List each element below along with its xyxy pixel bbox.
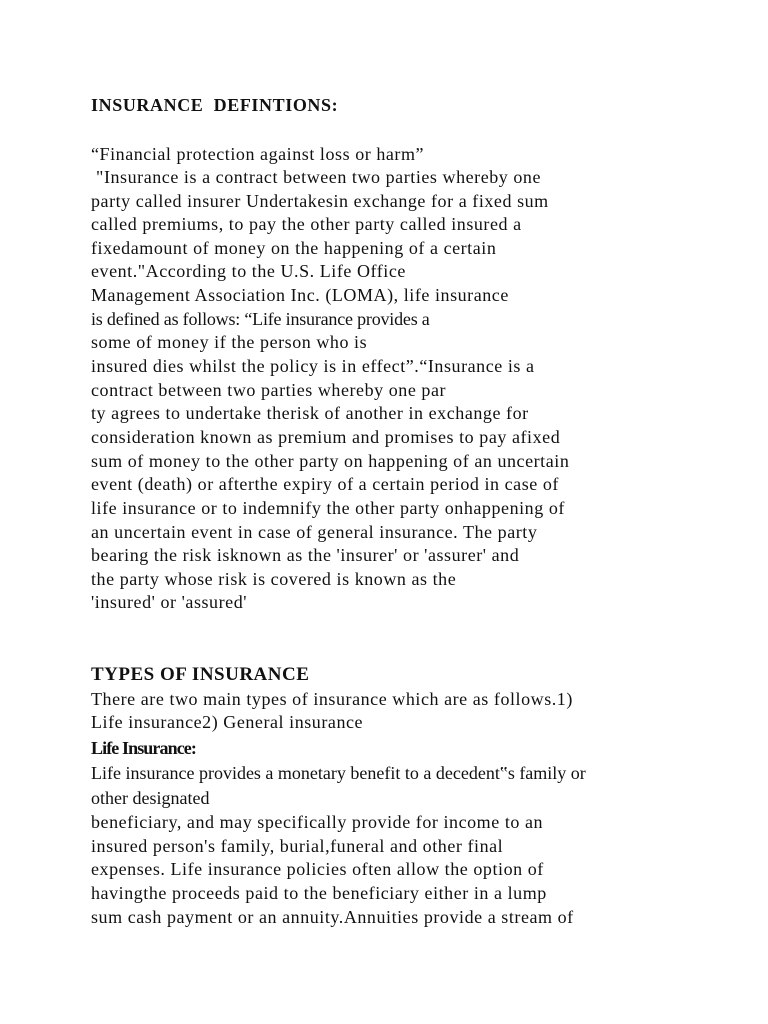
types-line: There are two main types of insurance which are as follows.1) <box>91 689 573 709</box>
heading-types-of-insurance: TYPES OF INSURANCE <box>91 664 310 685</box>
life-insurance-line: beneficiary, and may specifically provide for income to an <box>91 812 544 832</box>
definition-line: ty agrees to undertake therisk of another in exchange for <box>91 403 529 423</box>
definition-line: event."According to the U.S. Life Office <box>91 261 406 281</box>
definition-line: contract between two parties whereby one par <box>91 380 447 400</box>
heading-insurance-definitions: INSURANCE DEFINTIONS: <box>91 95 339 115</box>
definition-line: is defined as follows: “Life insurance provides a <box>91 309 430 329</box>
definition-line: the party whose risk is covered is known as the <box>91 569 457 589</box>
definition-line: "Insurance is a contract between two parties whereby one <box>91 167 542 187</box>
definition-line: fixedamount of money on the happening of a certain <box>91 238 497 258</box>
definition-line: life insurance or to indemnify the other party onhappening of <box>91 498 565 518</box>
definition-line: Management Association Inc. (LOMA), life insurance <box>91 285 509 305</box>
definition-line: consideration known as premium and promises to pay afixed <box>91 427 561 447</box>
definition-line: an uncertain event in case of general insurance. The party <box>91 522 538 542</box>
definition-line: party called insurer Undertakesin exchange for a fixed sum <box>91 191 549 211</box>
life-insurance-line: sum cash payment or an annuity.Annuities provide a stream of <box>91 907 574 927</box>
life-insurance-line: expenses. Life insurance policies often allow the option of <box>91 859 544 879</box>
definition-line: sum of money to the other party on happening of an uncertain <box>91 451 570 471</box>
subheading-life-insurance: Life Insurance: <box>91 738 196 758</box>
definition-line: called premiums, to pay the other party called insured a <box>91 214 522 234</box>
definition-line: insured dies whilst the policy is in effect”.“Insurance is a <box>91 356 535 376</box>
definition-line: 'insured' or 'assured' <box>91 592 248 612</box>
definition-line: event (death) or afterthe expiry of a certain period in case of <box>91 474 559 494</box>
types-line: Life insurance2) General insurance <box>91 712 364 732</box>
definition-line: some of money if the person who is <box>91 332 368 352</box>
life-insurance-line: Life insurance provides a monetary benefit to a decedent‟s family or <box>91 763 586 783</box>
life-insurance-line: other designated <box>91 788 210 808</box>
life-insurance-line: havingthe proceeds paid to the beneficiary either in a lump <box>91 883 547 903</box>
definition-line: bearing the risk isknown as the 'insurer' or 'assurer' and <box>91 545 520 565</box>
definition-line: “Financial protection against loss or harm” <box>91 144 425 164</box>
life-insurance-line: insured person's family, burial,funeral and other final <box>91 836 504 856</box>
